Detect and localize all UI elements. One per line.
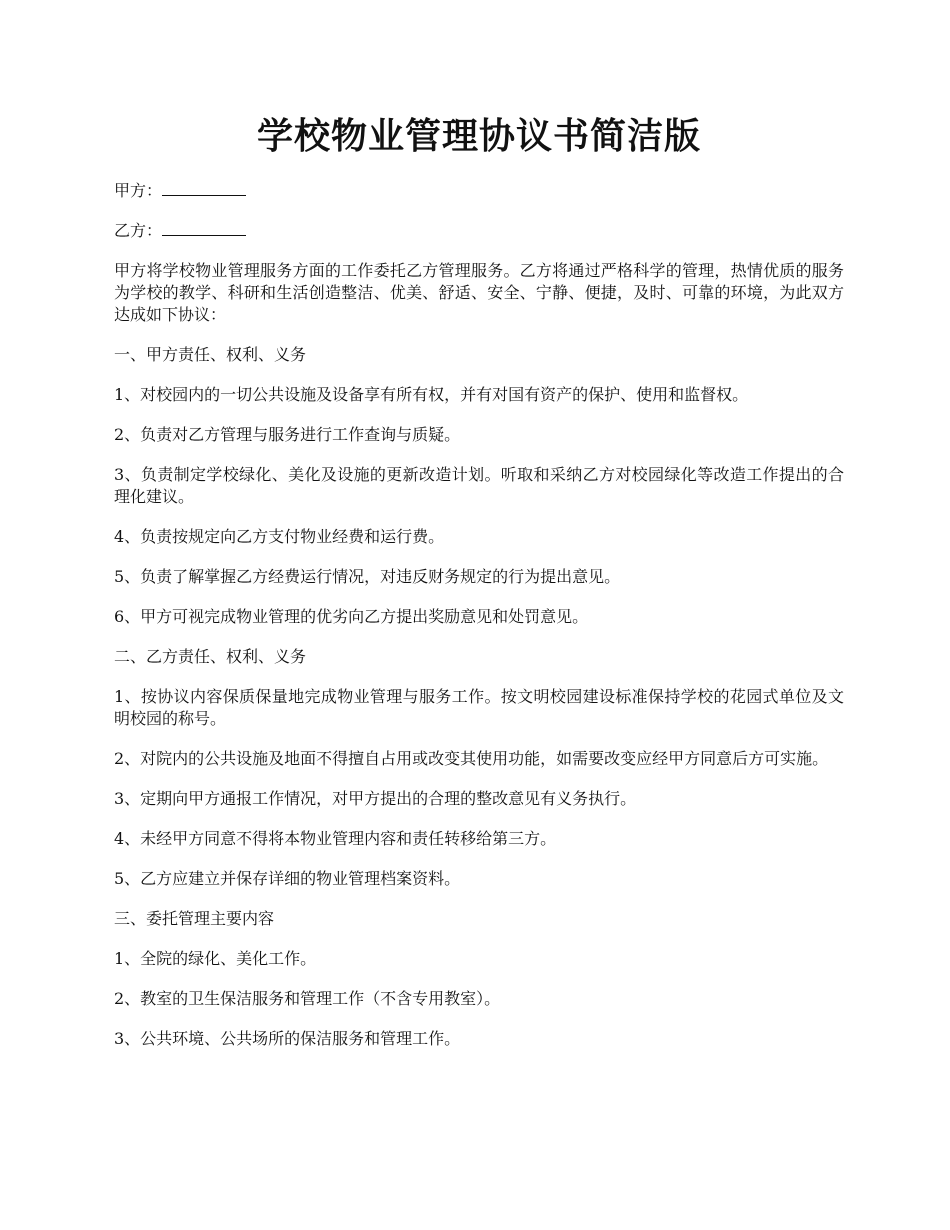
clause: 3、负责制定学校绿化、美化及设施的更新改造计划。听取和采纳乙方对校园绿化等改造工作提出的合理化建议。 xyxy=(114,465,844,506)
clause: 5、负责了解掌握乙方经费运行情况，对违反财务规定的行为提出意见。 xyxy=(114,567,621,586)
party-a-label: 甲方： xyxy=(114,181,163,200)
document-page xyxy=(114,0,844,1068)
intro-paragraph: 甲方将学校物业管理服务方面的工作委托乙方管理服务。乙方将通过严格科学的管理，热情优质的服务为学校的教学、科研和生活创造整洁、优美、舒适、安全、宁静、便捷，及时、可靠的环境，为此双方达成如下协议： xyxy=(114,261,844,324)
clause: 5、乙方应建立并保存详细的物业管理档案资料。 xyxy=(114,869,461,888)
clause: 2、教室的卫生保洁服务和管理工作（不含专用教室）。 xyxy=(114,989,501,1008)
clause: 3、公共环境、公共场所的保洁服务和管理工作。 xyxy=(114,1029,461,1048)
clause: 1、按协议内容保质保量地完成物业管理与服务工作。按文明校园建设标准保持学校的花园式单位及文明校园的称号。 xyxy=(114,687,844,728)
clause: 4、未经甲方同意不得将本物业管理内容和责任转移给第三方。 xyxy=(114,829,557,848)
party-a-line xyxy=(114,180,844,202)
section-heading: 二、乙方责任、权利、义务 xyxy=(114,647,307,666)
clause: 2、对院内的公共设施及地面不得擅自占用或改变其使用功能，如需要改变应经甲方同意后方可实施。 xyxy=(114,749,829,768)
party-b-line xyxy=(114,220,844,242)
party-b-blank xyxy=(162,220,246,236)
party-block xyxy=(114,180,844,242)
clause: 2、负责对乙方管理与服务进行工作查询与质疑。 xyxy=(114,425,461,444)
clause: 6、甲方可视完成物业管理的优劣向乙方提出奖励意见和处罚意见。 xyxy=(114,607,589,626)
section-heading: 三、委托管理主要内容 xyxy=(114,909,275,928)
clause: 1、全院的绿化、美化工作。 xyxy=(114,949,317,968)
clause: 3、定期向甲方通报工作情况，对甲方提出的合理的整改意见有义务执行。 xyxy=(114,789,637,808)
party-b-label: 乙方： xyxy=(114,221,163,240)
document-title: 学校物业管理协议书简洁版 xyxy=(256,115,701,157)
section-heading: 一、甲方责任、权利、义务 xyxy=(114,345,307,364)
party-a-blank xyxy=(162,180,246,196)
clause: 1、对校园内的一切公共设施及设备享有所有权，并有对国有资产的保护、使用和监督权。 xyxy=(114,385,749,404)
clause: 4、负责按规定向乙方支付物业经费和运行费。 xyxy=(114,527,445,546)
